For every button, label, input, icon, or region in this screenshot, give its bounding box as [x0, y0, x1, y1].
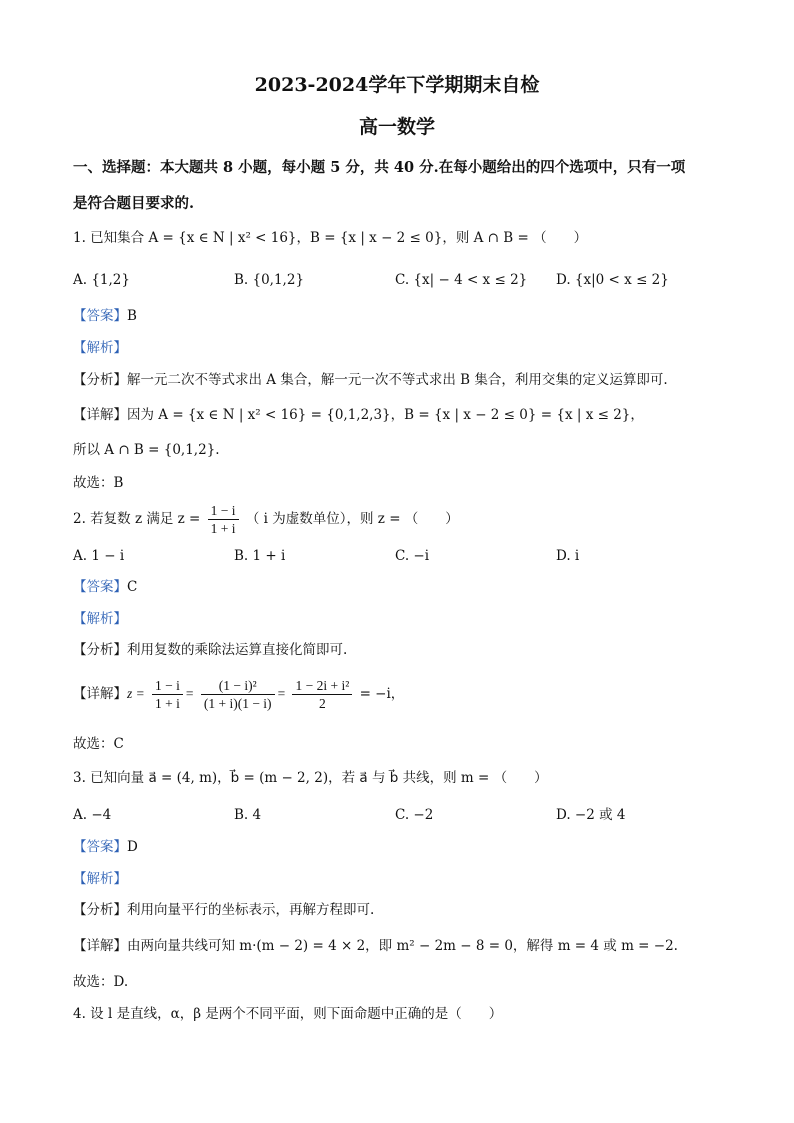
- analysis-tag: 【解析】: [73, 340, 127, 356]
- fenxi-tag: 【分析】: [73, 902, 127, 918]
- analysis-tag: 【解析】: [73, 611, 127, 627]
- q2-fraction-den: 1 + i: [210, 521, 236, 536]
- analysis-tag: 【解析】: [73, 871, 127, 887]
- page-subtitle: 高一数学: [358, 116, 435, 138]
- q2-detail-frac-3-den: 2: [319, 696, 326, 711]
- q2-detail-frac-1: [152, 677, 183, 712]
- q1-option-a: A. {1,2}: [73, 272, 130, 288]
- q1-detail-text: 因为 A = {x ∈ N | x² < 16} = {0,1,2,3}，B = {x | x − 2 ≤ 0} = {x | x ≤ 2}，: [127, 407, 644, 423]
- q2-option-d: D. i: [556, 548, 580, 564]
- q2-answer: [73, 577, 734, 597]
- choose-prefix: 故选：: [73, 736, 114, 752]
- answer-tag: 【答案】: [73, 308, 127, 324]
- q1-detail: [73, 405, 734, 425]
- detail-tag: 【详解】: [73, 407, 127, 423]
- q2-detail-frac-3-num: 1 − 2i + i²: [292, 677, 352, 695]
- section-heading-line2: 是符合题目要求的.: [73, 195, 195, 212]
- q2-detail-frac-2-den: (1 + i)(1 − i): [203, 696, 272, 711]
- q1-answer-value: B: [127, 308, 137, 324]
- choose-prefix: 故选：: [73, 475, 114, 491]
- q2-detail-pre: z =: [127, 686, 145, 701]
- q3-option-d: D. −2 或 4: [556, 807, 626, 823]
- q4-stem: 4. 设 l 是直线，α，β 是两个不同平面，则下面命题中正确的是（ ）: [73, 1006, 503, 1022]
- q1-analysis: [73, 338, 734, 358]
- q3-detail: [73, 936, 734, 956]
- fenxi-tag: 【分析】: [73, 642, 127, 658]
- q2-options: [73, 546, 734, 566]
- answer-tag: 【答案】: [73, 579, 127, 595]
- q3-answer-value: D: [127, 839, 138, 855]
- q3-answer: [73, 837, 734, 857]
- q1-option-d: D. {x|0 < x ≤ 2}: [556, 272, 669, 288]
- q2-detail-frac-2-num: (1 − i)²: [201, 677, 275, 695]
- q2-detail-frac-1-den: 1 + i: [155, 696, 180, 711]
- q2-choose-value: C: [113, 736, 124, 752]
- q2-detail-frac-2: [201, 677, 275, 712]
- q2-stem-pre: 2. 若复数 z 满足 z =: [73, 511, 201, 527]
- q3-detail-text: 由两向量共线可知 m·(m − 2) = 4 × 2，即 m² − 2m − 8 = 0，解得 m = 4 或 m = −2.: [127, 938, 678, 954]
- q2-equals-2: =: [277, 686, 286, 701]
- q2-detail-frac-1-num: 1 − i: [152, 677, 183, 695]
- q3-option-c: C. −2: [395, 807, 434, 823]
- q2-stem-post: （ i 为虚数单位），则 z = （ ）: [245, 511, 459, 527]
- q2-stem: [73, 501, 734, 537]
- q3-analysis: [73, 869, 734, 889]
- q2-detail-post: = −i，: [359, 686, 405, 702]
- q3-option-a: A. −4: [73, 807, 112, 823]
- q1-detail-2: 所以 A ∩ B = {0,1,2}.: [73, 442, 220, 458]
- detail-tag: 【详解】: [73, 686, 127, 702]
- q2-analysis: [73, 609, 734, 629]
- q1-choose: [73, 473, 734, 493]
- q1-fenxi-text: 解一元二次不等式求出 A 集合，解一元一次不等式求出 B 集合，利用交集的定义运算即可.: [127, 372, 668, 388]
- q2-fraction: [208, 502, 239, 537]
- q1-answer: [73, 306, 734, 326]
- q2-fenxi: [73, 640, 734, 660]
- q2-option-b: B. 1 + i: [234, 548, 286, 564]
- q3-options: [73, 805, 734, 825]
- q1-stem: 1. 已知集合 A = {x ∈ N | x² < 16}，B = {x | x − 2 ≤ 0}，则 A ∩ B = （ ）: [73, 230, 588, 246]
- q2-fenxi-text: 利用复数的乘除法运算直接化简即可.: [127, 642, 348, 658]
- q3-fenxi-text: 利用向量平行的坐标表示，再解方程即可.: [127, 902, 375, 918]
- q1-choose-value: B: [113, 475, 124, 491]
- q3-choose-value: D.: [113, 974, 129, 990]
- q1-option-b: B. {0,1,2}: [234, 272, 305, 288]
- page-title: 2023-2024学年下学期期末自检: [254, 74, 540, 96]
- fenxi-tag: 【分析】: [73, 372, 127, 388]
- q3-stem: 3. 已知向量 a⃗ = (4, m)，b⃗ = (m − 2, 2)，若 a⃗ 与 b⃗ 共线，则 m = （ ）: [73, 770, 548, 786]
- q2-option-c: C. −i: [395, 548, 430, 564]
- q3-choose: [73, 972, 734, 992]
- q3-fenxi: [73, 900, 734, 920]
- section-heading-line1: 一、选择题：本大题共 8 小题，每小题 5 分，共 40 分.在每小题给出的四个选项中，只有一项: [73, 159, 686, 176]
- q2-answer-value: C: [127, 579, 138, 595]
- q2-fraction-num: 1 − i: [208, 502, 239, 520]
- q1-options: [73, 270, 734, 290]
- detail-tag: 【详解】: [73, 938, 127, 954]
- q1-option-c: C. {x| − 4 < x ≤ 2}: [395, 272, 528, 288]
- choose-prefix: 故选：: [73, 974, 114, 990]
- q2-option-a: A. 1 − i: [73, 548, 125, 564]
- q2-detail: [73, 674, 734, 714]
- q2-detail-frac-3: [292, 677, 352, 712]
- answer-tag: 【答案】: [73, 839, 127, 855]
- q3-option-b: B. 4: [234, 807, 262, 823]
- q2-equals-1: =: [185, 686, 194, 701]
- q2-choose: [73, 734, 734, 754]
- q1-fenxi: [73, 370, 734, 390]
